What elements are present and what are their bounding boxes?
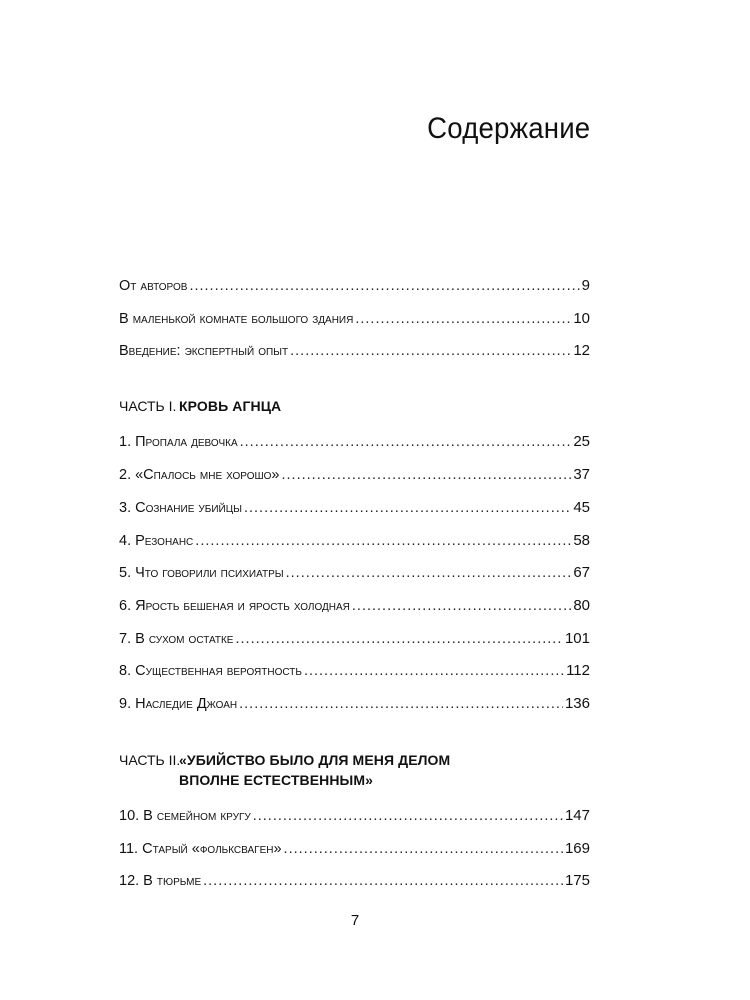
toc-entry[interactable] <box>119 807 590 829</box>
toc-entry-page: 80 <box>573 597 590 614</box>
toc-leader-dots <box>239 696 563 712</box>
part-prefix: ЧАСТЬ II. <box>119 752 181 768</box>
toc-leader-dots <box>282 467 572 483</box>
toc-entry-label: 2. «Спалось мне хорошо» <box>119 467 280 483</box>
toc-entry-page: 175 <box>564 872 590 889</box>
toc-entry[interactable] <box>119 342 590 364</box>
toc-leader-dots <box>189 278 579 294</box>
toc-entry-page: 12 <box>573 342 590 359</box>
toc-leader-dots <box>203 873 563 889</box>
toc-entry[interactable] <box>119 532 590 554</box>
toc-leader-dots <box>253 808 563 824</box>
toc-entry[interactable] <box>119 872 590 894</box>
toc-entry-label: 8. Существенная вероятность <box>119 663 302 679</box>
toc-entry[interactable] <box>119 630 590 652</box>
toc-entry-page: 101 <box>564 630 590 647</box>
toc-entry-label: 5. Что говорили психиатры <box>119 565 284 581</box>
toc-leader-dots <box>286 565 572 581</box>
toc-entry-page: 169 <box>564 840 590 857</box>
toc-entry-page: 10 <box>573 310 590 327</box>
toc-entry-page: 37 <box>573 466 590 483</box>
toc-entry-page: 136 <box>564 695 590 712</box>
page-number: 7 <box>350 912 360 929</box>
toc-entry-page: 112 <box>566 662 590 679</box>
toc-leader-dots <box>195 533 571 549</box>
toc-entry-page: 45 <box>573 499 590 516</box>
part-title-line: КРОВЬ АГНЦА <box>179 398 282 414</box>
toc-entry[interactable] <box>119 499 590 521</box>
toc-entry-label: 4. Резонанс <box>119 533 194 549</box>
toc-entry[interactable] <box>119 840 590 862</box>
toc-entry[interactable] <box>119 466 590 488</box>
toc-leader-dots <box>235 631 562 647</box>
toc-entry-label: 6. Ярость бешеная и ярость холодная <box>119 598 350 614</box>
toc-entry-label: Введение: экспертный опыт <box>119 343 289 359</box>
toc-entry-label: 12. В тюрьме <box>119 873 202 889</box>
part-title-line: «УБИЙСТВО БЫЛО ДЛЯ МЕНЯ ДЕЛОМ <box>179 752 451 768</box>
toc-entry-label: 3. Сознание убийцы <box>119 500 242 516</box>
toc-entry[interactable] <box>119 564 590 586</box>
toc-entry-page: 58 <box>573 532 590 549</box>
toc-entry-page: 147 <box>564 807 590 824</box>
part-heading[interactable] <box>119 396 281 416</box>
toc-entry[interactable] <box>119 310 590 332</box>
toc-leader-dots <box>355 311 571 327</box>
page-title: Содержание <box>426 112 590 145</box>
toc-entry-page: 25 <box>573 433 590 450</box>
part-title <box>179 750 450 790</box>
toc-entry-label: 11. Старый «фольксваген» <box>119 841 282 857</box>
toc-entry-label: 7. В сухом остатке <box>119 631 234 647</box>
toc-entry[interactable] <box>119 277 590 299</box>
toc-leader-dots <box>284 841 563 857</box>
toc-entry[interactable] <box>119 433 590 455</box>
part-title-line: ВПОЛНЕ ЕСТЕСТВЕННЫМ» <box>179 772 374 788</box>
part-heading[interactable] <box>119 750 450 790</box>
toc-leader-dots <box>244 500 571 516</box>
toc-entry[interactable] <box>119 662 590 684</box>
toc-entry-label: От авторов <box>119 278 188 294</box>
part-title <box>179 396 281 416</box>
toc-leader-dots <box>240 434 572 450</box>
toc-entry-label: В маленькой комнате большого здания <box>119 311 354 327</box>
toc-entry-label: 10. В семейном кругу <box>119 808 251 824</box>
toc-entry-label: 9. Наследие Джоан <box>119 696 238 712</box>
toc-leader-dots <box>352 598 571 614</box>
toc-entry[interactable] <box>119 597 590 619</box>
toc-entry-label: 1. Пропала девочка <box>119 434 238 450</box>
toc-leader-dots <box>304 663 564 679</box>
toc-entry-page: 9 <box>581 277 590 294</box>
toc-leader-dots <box>290 343 571 359</box>
toc-entry-page: 67 <box>573 564 590 581</box>
toc-entry[interactable] <box>119 695 590 717</box>
part-prefix: ЧАСТЬ I. <box>119 398 177 414</box>
